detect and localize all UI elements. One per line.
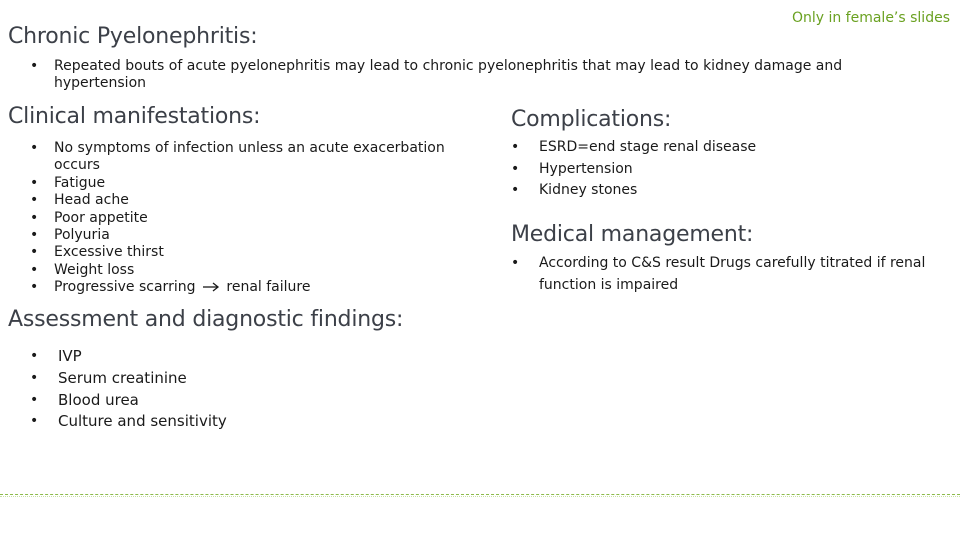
bullet-icon: • xyxy=(30,58,39,74)
bullet-icon: • xyxy=(30,174,39,191)
list-item-text: Weight loss xyxy=(54,261,135,278)
right-arrow-icon xyxy=(202,282,220,292)
list-item xyxy=(30,279,490,296)
medical-text-line1: According to C&S result Drugs carefully titrated if renal xyxy=(539,255,926,271)
bullet-icon: • xyxy=(30,413,39,430)
list-item xyxy=(30,244,490,261)
list-item xyxy=(511,180,931,202)
complications-list xyxy=(511,137,931,202)
list-item-text: Culture and sensitivity xyxy=(58,412,227,431)
page-title: Chronic Pyelonephritis: xyxy=(8,24,258,49)
list-item xyxy=(30,227,490,244)
female-slides-note: Only in female’s slides xyxy=(791,10,950,26)
bullet-icon: • xyxy=(30,244,39,261)
list-item-text: Hypertension xyxy=(539,160,633,177)
bullet-icon: • xyxy=(30,226,39,243)
list-item-text: No symptoms of infection unless an acute exacerbation xyxy=(54,140,445,156)
bullet-icon: • xyxy=(511,160,520,177)
list-item-text-cont: renal failure xyxy=(226,279,311,296)
list-item xyxy=(30,368,430,390)
bullet-icon: • xyxy=(30,391,39,408)
list-item-text: Progressive scarring xyxy=(54,279,196,296)
list-item xyxy=(30,175,490,192)
bullet-icon: • xyxy=(30,369,39,386)
list-item xyxy=(511,159,931,181)
bullet-icon: • xyxy=(511,139,520,155)
medical-text-line2: function is impaired xyxy=(539,277,679,293)
list-item xyxy=(30,346,430,368)
intro-text-line2: hypertension xyxy=(54,75,147,91)
list-item-text: ESRD=end stage renal disease xyxy=(539,139,757,155)
list-item-text: Blood urea xyxy=(58,390,139,409)
list-item xyxy=(30,411,430,433)
bullet-icon: • xyxy=(511,182,520,199)
bullet-icon: • xyxy=(511,255,520,271)
bullet-icon: • xyxy=(30,279,39,296)
list-item-text: Head ache xyxy=(54,192,129,209)
list-item xyxy=(30,210,490,227)
list-item-text: IVP xyxy=(58,347,82,365)
list-item xyxy=(30,140,490,175)
list-item-text: Kidney stones xyxy=(539,182,638,199)
intro-text-line1: Repeated bouts of acute pyelonephritis may lead to chronic pyelonephritis that may lead to kidney damage and xyxy=(54,58,843,74)
bullet-icon: • xyxy=(30,140,39,156)
bullet-icon: • xyxy=(30,209,39,226)
list-item-text: Fatigue xyxy=(54,174,106,191)
list-item-text: Serum creatinine xyxy=(58,368,187,387)
list-item xyxy=(30,390,430,412)
footer-divider-shadow xyxy=(0,496,960,497)
assessment-heading: Assessment and diagnostic findings: xyxy=(8,307,404,332)
clinical-manifestations-heading: Clinical manifestations: xyxy=(8,104,261,129)
assessment-list xyxy=(30,346,430,433)
list-item-text-cont: occurs xyxy=(54,157,100,174)
clinical-manifestations-list xyxy=(30,140,490,297)
medical-management-heading: Medical management: xyxy=(511,222,754,247)
list-item xyxy=(30,262,490,279)
list-item xyxy=(511,137,931,159)
list-item-text: Excessive thirst xyxy=(54,244,164,261)
bullet-icon: • xyxy=(30,348,39,364)
list-item xyxy=(30,192,490,209)
list-item-text: Poor appetite xyxy=(54,209,148,226)
footer-divider xyxy=(0,494,960,495)
bullet-icon: • xyxy=(30,192,39,209)
complications-heading: Complications: xyxy=(511,107,672,132)
bullet-icon: • xyxy=(30,261,39,278)
list-item-text: Polyuria xyxy=(54,226,110,243)
